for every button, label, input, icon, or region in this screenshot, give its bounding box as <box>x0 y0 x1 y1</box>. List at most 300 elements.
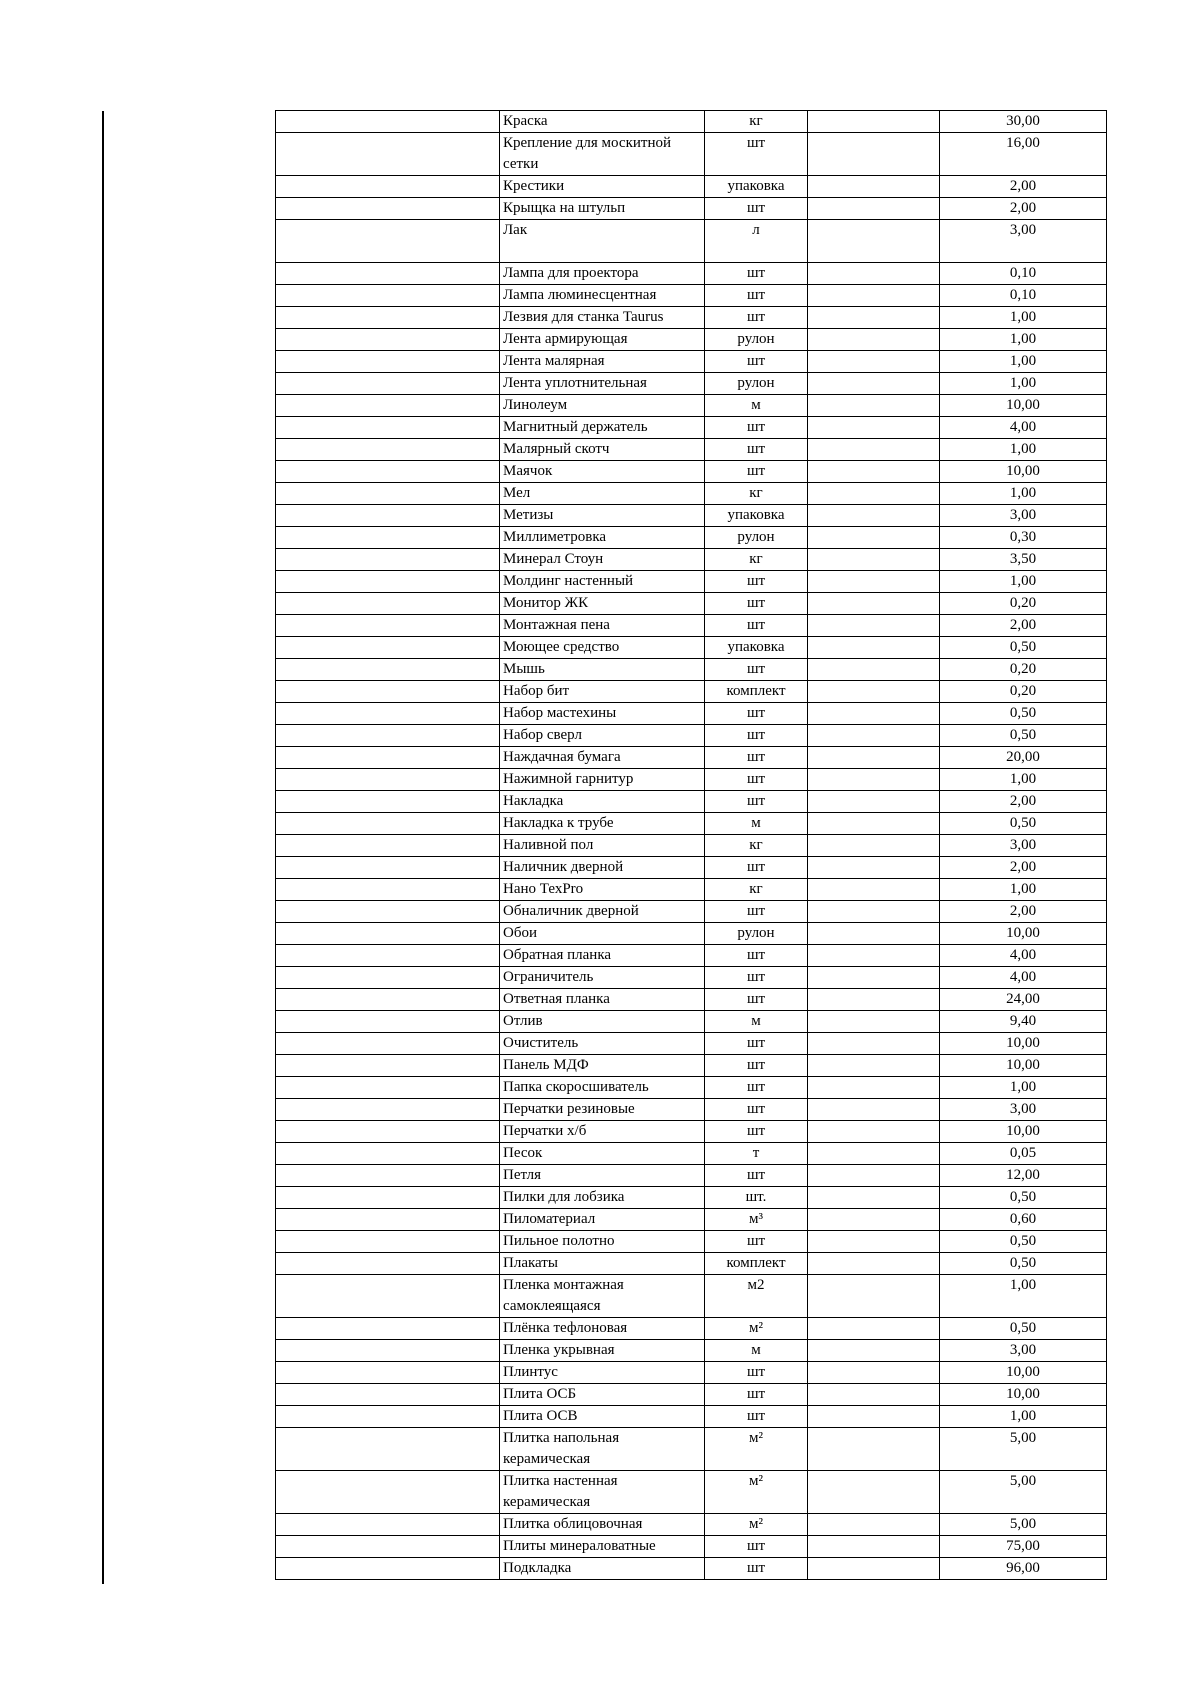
empty-cell <box>808 725 940 747</box>
empty-cell <box>276 285 500 307</box>
empty-cell <box>276 329 500 351</box>
empty-cell <box>276 1143 500 1165</box>
empty-cell <box>276 1077 500 1099</box>
quantity-cell: 5,00 <box>940 1428 1107 1471</box>
unit-cell: кг <box>705 111 808 133</box>
unit-cell: шт <box>705 769 808 791</box>
empty-cell <box>808 747 940 769</box>
material-name-cell: Отлив <box>500 1011 705 1033</box>
empty-cell <box>276 1033 500 1055</box>
empty-cell <box>808 989 940 1011</box>
quantity-cell: 1,00 <box>940 1077 1107 1099</box>
quantity-cell: 0,20 <box>940 659 1107 681</box>
unit-cell: рулон <box>705 527 808 549</box>
quantity-cell: 1,00 <box>940 571 1107 593</box>
quantity-cell: 10,00 <box>940 1121 1107 1143</box>
empty-cell <box>276 1209 500 1231</box>
empty-cell <box>276 681 500 703</box>
material-name-cell: Моющее средство <box>500 637 705 659</box>
quantity-cell: 10,00 <box>940 1033 1107 1055</box>
material-name-cell: Наждачная бумага <box>500 747 705 769</box>
material-name-cell: Нано ТехPro <box>500 879 705 901</box>
quantity-cell: 10,00 <box>940 461 1107 483</box>
material-name-cell: Плиты минераловатные <box>500 1536 705 1558</box>
empty-cell <box>276 1275 500 1318</box>
material-name-cell: Ограничитель <box>500 967 705 989</box>
material-name-cell: Мел <box>500 483 705 505</box>
material-name-cell: Плитка облицовочная <box>500 1514 705 1536</box>
material-name-cell: Плёнка тефлоновая <box>500 1318 705 1340</box>
material-name-cell: Плакаты <box>500 1253 705 1275</box>
unit-cell: шт <box>705 703 808 725</box>
empty-cell <box>276 945 500 967</box>
material-name-cell: Накладка к трубе <box>500 813 705 835</box>
empty-cell <box>276 593 500 615</box>
table-row <box>276 1406 1107 1428</box>
unit-cell: шт <box>705 659 808 681</box>
table-row <box>276 967 1107 989</box>
table-row <box>276 176 1107 198</box>
table-row <box>276 483 1107 505</box>
table-row <box>276 703 1107 725</box>
empty-cell <box>276 1558 500 1580</box>
quantity-cell: 0,50 <box>940 725 1107 747</box>
quantity-cell: 10,00 <box>940 1362 1107 1384</box>
quantity-cell: 0,10 <box>940 285 1107 307</box>
material-name-cell: Пиломатериал <box>500 1209 705 1231</box>
unit-cell: шт <box>705 1055 808 1077</box>
unit-cell: м² <box>705 1471 808 1514</box>
empty-cell <box>276 1406 500 1428</box>
empty-cell <box>276 1099 500 1121</box>
empty-cell <box>276 111 500 133</box>
table-row <box>276 1077 1107 1099</box>
quantity-cell: 0,50 <box>940 637 1107 659</box>
empty-cell <box>276 176 500 198</box>
quantity-cell: 0,50 <box>940 703 1107 725</box>
table-row <box>276 1340 1107 1362</box>
empty-cell <box>808 461 940 483</box>
empty-cell <box>808 1406 940 1428</box>
material-name-cell: Плита ОСБ <box>500 1384 705 1406</box>
table-row <box>276 1253 1107 1275</box>
table-row <box>276 1536 1107 1558</box>
material-name-cell: Монтажная пена <box>500 615 705 637</box>
empty-cell <box>808 220 940 263</box>
quantity-cell: 1,00 <box>940 307 1107 329</box>
empty-cell <box>276 967 500 989</box>
empty-cell <box>808 813 940 835</box>
empty-cell <box>808 703 940 725</box>
unit-cell: шт <box>705 198 808 220</box>
empty-cell <box>808 571 940 593</box>
empty-cell <box>808 111 940 133</box>
unit-cell: рулон <box>705 373 808 395</box>
material-name-cell: Папка скоросшиватель <box>500 1077 705 1099</box>
empty-cell <box>276 549 500 571</box>
table-row <box>276 505 1107 527</box>
empty-cell <box>276 901 500 923</box>
unit-cell: шт <box>705 1165 808 1187</box>
quantity-cell: 2,00 <box>940 791 1107 813</box>
quantity-cell: 5,00 <box>940 1514 1107 1536</box>
material-name-cell: Монитор ЖК <box>500 593 705 615</box>
table-row <box>276 769 1107 791</box>
material-name-cell: Пленка укрывная <box>500 1340 705 1362</box>
empty-cell <box>808 1099 940 1121</box>
material-name-cell: Подкладка <box>500 1558 705 1580</box>
empty-cell <box>808 923 940 945</box>
table-row <box>276 461 1107 483</box>
empty-cell <box>808 1318 940 1340</box>
unit-cell: м <box>705 1340 808 1362</box>
empty-cell <box>808 681 940 703</box>
material-name-cell: Песок <box>500 1143 705 1165</box>
unit-cell: шт <box>705 945 808 967</box>
empty-cell <box>808 329 940 351</box>
empty-cell <box>276 1165 500 1187</box>
quantity-cell: 4,00 <box>940 945 1107 967</box>
unit-cell: шт <box>705 901 808 923</box>
unit-cell: упаковка <box>705 637 808 659</box>
unit-cell: шт <box>705 747 808 769</box>
empty-cell <box>276 527 500 549</box>
empty-cell <box>276 1011 500 1033</box>
unit-cell: м² <box>705 1514 808 1536</box>
empty-cell <box>808 1055 940 1077</box>
empty-cell <box>808 1165 940 1187</box>
quantity-cell: 3,00 <box>940 835 1107 857</box>
quantity-cell: 4,00 <box>940 967 1107 989</box>
quantity-cell: 1,00 <box>940 329 1107 351</box>
empty-cell <box>276 1536 500 1558</box>
quantity-cell: 10,00 <box>940 923 1107 945</box>
unit-cell: комплект <box>705 1253 808 1275</box>
table-row <box>276 307 1107 329</box>
unit-cell: м2 <box>705 1275 808 1318</box>
unit-cell: м³ <box>705 1209 808 1231</box>
quantity-cell: 96,00 <box>940 1558 1107 1580</box>
quantity-cell: 1,00 <box>940 483 1107 505</box>
empty-cell <box>808 285 940 307</box>
quantity-cell: 0,20 <box>940 681 1107 703</box>
unit-cell: кг <box>705 879 808 901</box>
empty-cell <box>276 989 500 1011</box>
unit-cell: шт <box>705 1231 808 1253</box>
empty-cell <box>808 791 940 813</box>
unit-cell: шт <box>705 571 808 593</box>
unit-cell: м² <box>705 1318 808 1340</box>
unit-cell: комплект <box>705 681 808 703</box>
material-name-cell: Лак <box>500 220 705 263</box>
unit-cell: шт <box>705 307 808 329</box>
empty-cell <box>808 769 940 791</box>
table-row <box>276 857 1107 879</box>
quantity-cell: 5,00 <box>940 1471 1107 1514</box>
empty-cell <box>276 813 500 835</box>
quantity-cell: 1,00 <box>940 879 1107 901</box>
unit-cell: шт <box>705 1406 808 1428</box>
material-name-cell: Плитка настенная керамическая <box>500 1471 705 1514</box>
empty-cell <box>276 1384 500 1406</box>
table-row <box>276 659 1107 681</box>
table-row <box>276 1209 1107 1231</box>
quantity-cell: 1,00 <box>940 1275 1107 1318</box>
empty-cell <box>808 1558 940 1580</box>
table-row <box>276 1514 1107 1536</box>
empty-cell <box>808 901 940 923</box>
table-row <box>276 1362 1107 1384</box>
table-row <box>276 1275 1107 1318</box>
quantity-cell: 2,00 <box>940 857 1107 879</box>
quantity-cell: 2,00 <box>940 198 1107 220</box>
material-name-cell: Наличник дверной <box>500 857 705 879</box>
empty-cell <box>276 835 500 857</box>
empty-cell <box>276 725 500 747</box>
unit-cell: шт <box>705 967 808 989</box>
table-row <box>276 637 1107 659</box>
empty-cell <box>276 1340 500 1362</box>
quantity-cell: 2,00 <box>940 615 1107 637</box>
table-row <box>276 329 1107 351</box>
material-name-cell: Лампа люминесцентная <box>500 285 705 307</box>
material-name-cell: Петля <box>500 1165 705 1187</box>
table-row <box>276 593 1107 615</box>
empty-cell <box>808 659 940 681</box>
table-row <box>276 571 1107 593</box>
empty-cell <box>276 263 500 285</box>
quantity-cell: 75,00 <box>940 1536 1107 1558</box>
material-name-cell: Лента малярная <box>500 351 705 373</box>
quantity-cell: 0,50 <box>940 1231 1107 1253</box>
unit-cell: м <box>705 395 808 417</box>
quantity-cell: 0,05 <box>940 1143 1107 1165</box>
empty-cell <box>808 373 940 395</box>
unit-cell: упаковка <box>705 176 808 198</box>
table-row <box>276 220 1107 263</box>
empty-cell <box>808 1384 940 1406</box>
table-row <box>276 373 1107 395</box>
quantity-cell: 0,20 <box>940 593 1107 615</box>
quantity-cell: 1,00 <box>940 439 1107 461</box>
material-name-cell: Набор мастехины <box>500 703 705 725</box>
material-name-cell: Лента уплотнительная <box>500 373 705 395</box>
table-row <box>276 263 1107 285</box>
table-row <box>276 1099 1107 1121</box>
material-name-cell: Панель МДФ <box>500 1055 705 1077</box>
empty-cell <box>808 1362 940 1384</box>
table-row <box>276 901 1107 923</box>
table-row <box>276 1165 1107 1187</box>
empty-cell <box>276 769 500 791</box>
quantity-cell: 1,00 <box>940 1406 1107 1428</box>
table-row <box>276 879 1107 901</box>
material-name-cell: Маячок <box>500 461 705 483</box>
empty-cell <box>276 1362 500 1384</box>
empty-cell <box>276 220 500 263</box>
materials-table-body <box>276 111 1107 1580</box>
empty-cell <box>808 1209 940 1231</box>
empty-cell <box>808 1033 940 1055</box>
table-row <box>276 417 1107 439</box>
material-name-cell: Лента армирующая <box>500 329 705 351</box>
table-row <box>276 747 1107 769</box>
unit-cell: шт <box>705 1121 808 1143</box>
empty-cell <box>808 527 940 549</box>
empty-cell <box>808 263 940 285</box>
empty-cell <box>276 1253 500 1275</box>
empty-cell <box>808 417 940 439</box>
material-name-cell: Ответная планка <box>500 989 705 1011</box>
material-name-cell: Набор сверл <box>500 725 705 747</box>
table-row <box>276 1143 1107 1165</box>
empty-cell <box>808 1121 940 1143</box>
material-name-cell: Метизы <box>500 505 705 527</box>
empty-cell <box>276 615 500 637</box>
empty-cell <box>808 1011 940 1033</box>
unit-cell: шт <box>705 285 808 307</box>
empty-cell <box>276 1231 500 1253</box>
unit-cell: шт <box>705 461 808 483</box>
table-row <box>276 1384 1107 1406</box>
unit-cell: шт <box>705 1558 808 1580</box>
table-row <box>276 1121 1107 1143</box>
empty-cell <box>808 857 940 879</box>
unit-cell: шт <box>705 1077 808 1099</box>
empty-cell <box>276 483 500 505</box>
table-row <box>276 923 1107 945</box>
empty-cell <box>276 923 500 945</box>
unit-cell: т <box>705 1143 808 1165</box>
material-name-cell: Крыщка на штульп <box>500 198 705 220</box>
table-row <box>276 198 1107 220</box>
material-name-cell: Перчатки х/б <box>500 1121 705 1143</box>
empty-cell <box>808 1275 940 1318</box>
empty-cell <box>276 791 500 813</box>
material-name-cell: Плинтус <box>500 1362 705 1384</box>
empty-cell <box>808 1231 940 1253</box>
unit-cell: кг <box>705 549 808 571</box>
empty-cell <box>276 747 500 769</box>
empty-cell <box>276 133 500 176</box>
unit-cell: шт <box>705 791 808 813</box>
empty-cell <box>808 637 940 659</box>
quantity-cell: 2,00 <box>940 901 1107 923</box>
quantity-cell: 0,50 <box>940 1318 1107 1340</box>
material-name-cell: Минерал Стоун <box>500 549 705 571</box>
table-row <box>276 111 1107 133</box>
table-row <box>276 133 1107 176</box>
table-row <box>276 439 1107 461</box>
table-row <box>276 1471 1107 1514</box>
quantity-cell: 30,00 <box>940 111 1107 133</box>
material-name-cell: Наливной пол <box>500 835 705 857</box>
quantity-cell: 1,00 <box>940 373 1107 395</box>
empty-cell <box>276 1055 500 1077</box>
empty-cell <box>808 483 940 505</box>
table-row <box>276 615 1107 637</box>
quantity-cell: 10,00 <box>940 395 1107 417</box>
quantity-cell: 0,50 <box>940 813 1107 835</box>
quantity-cell: 9,40 <box>940 1011 1107 1033</box>
empty-cell <box>276 1428 500 1471</box>
unit-cell: шт <box>705 439 808 461</box>
empty-cell <box>276 461 500 483</box>
table-row <box>276 681 1107 703</box>
empty-cell <box>808 593 940 615</box>
empty-cell <box>808 615 940 637</box>
unit-cell: шт <box>705 989 808 1011</box>
material-name-cell: Молдинг настенный <box>500 571 705 593</box>
empty-cell <box>808 945 940 967</box>
empty-cell <box>808 1536 940 1558</box>
empty-cell <box>276 395 500 417</box>
material-name-cell: Нажимной гарнитур <box>500 769 705 791</box>
empty-cell <box>276 1471 500 1514</box>
empty-cell <box>808 967 940 989</box>
unit-cell: шт <box>705 1384 808 1406</box>
empty-cell <box>276 439 500 461</box>
table-row <box>276 549 1107 571</box>
empty-cell <box>276 659 500 681</box>
empty-cell <box>808 1077 940 1099</box>
table-row <box>276 1558 1107 1580</box>
table-row <box>276 813 1107 835</box>
table-row <box>276 1428 1107 1471</box>
material-name-cell: Лампа для проектора <box>500 263 705 285</box>
quantity-cell: 0,60 <box>940 1209 1107 1231</box>
unit-cell: м² <box>705 1428 808 1471</box>
quantity-cell: 3,00 <box>940 220 1107 263</box>
empty-cell <box>808 1471 940 1514</box>
empty-cell <box>808 198 940 220</box>
material-name-cell: Краска <box>500 111 705 133</box>
empty-cell <box>808 549 940 571</box>
unit-cell: упаковка <box>705 505 808 527</box>
unit-cell: м <box>705 813 808 835</box>
empty-cell <box>276 571 500 593</box>
unit-cell: рулон <box>705 923 808 945</box>
unit-cell: шт <box>705 593 808 615</box>
material-name-cell: Магнитный держатель <box>500 417 705 439</box>
empty-cell <box>276 1187 500 1209</box>
material-name-cell: Перчатки резиновые <box>500 1099 705 1121</box>
unit-cell: л <box>705 220 808 263</box>
material-name-cell: Плитка напольная керамическая <box>500 1428 705 1471</box>
material-name-cell: Крестики <box>500 176 705 198</box>
unit-cell: кг <box>705 483 808 505</box>
material-name-cell: Обратная планка <box>500 945 705 967</box>
material-name-cell: Линолеум <box>500 395 705 417</box>
quantity-cell: 16,00 <box>940 133 1107 176</box>
table-row <box>276 791 1107 813</box>
material-name-cell: Пилки для лобзика <box>500 1187 705 1209</box>
empty-cell <box>276 1318 500 1340</box>
unit-cell: шт <box>705 1536 808 1558</box>
empty-cell <box>808 1253 940 1275</box>
quantity-cell: 0,30 <box>940 527 1107 549</box>
material-name-cell: Мышь <box>500 659 705 681</box>
empty-cell <box>808 351 940 373</box>
unit-cell: кг <box>705 835 808 857</box>
empty-cell <box>276 703 500 725</box>
empty-cell <box>276 1514 500 1536</box>
empty-cell <box>808 176 940 198</box>
empty-cell <box>808 835 940 857</box>
material-name-cell: Крепление для москитной сетки <box>500 133 705 176</box>
unit-cell: м <box>705 1011 808 1033</box>
table-row <box>276 835 1107 857</box>
